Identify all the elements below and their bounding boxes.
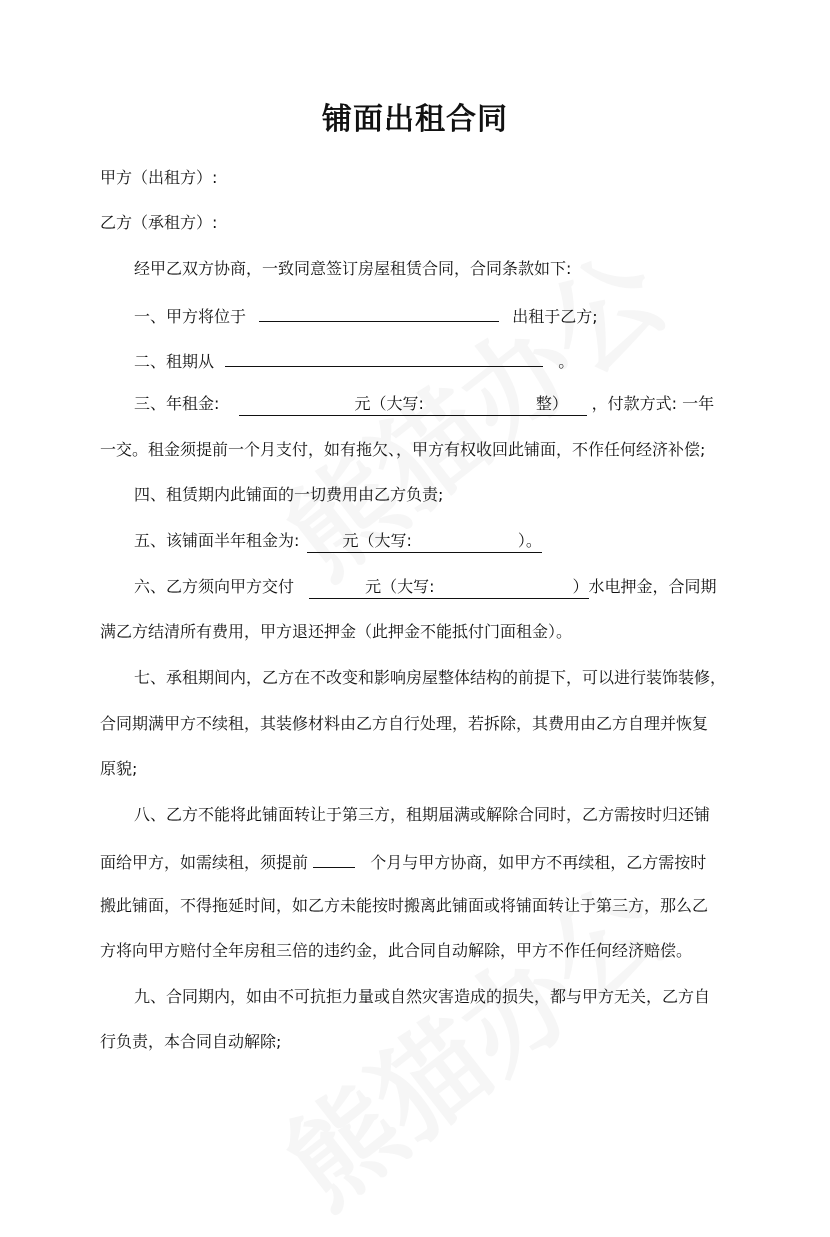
annual-rent-end: 整） — [535, 394, 568, 413]
clause-6-text-2: 满乙方结清所有费用，甲方退还押金（此押金不能抵付门面租金）。 — [100, 622, 573, 641]
clause-8-text-4: 方将向甲方赔付全年房租三倍的违约金，此合同自动解除，甲方不作任何经济赔偿。 — [100, 941, 693, 960]
clause-4 — [134, 484, 774, 506]
annual-rent-capital-label: 元（大写: — [354, 394, 424, 413]
clause-5 — [134, 530, 774, 553]
renewal-months-blank[interactable] — [313, 849, 355, 868]
party-b-label: 乙方（承租方）: — [100, 213, 218, 232]
clause-4-text: 四、租赁期内此铺面的一切费用由乙方负责; — [134, 485, 444, 504]
half-year-rent-capital-label: 元（大写: — [342, 531, 412, 550]
half-year-rent-end: ）。 — [517, 531, 542, 550]
deposit-field[interactable] — [309, 576, 588, 599]
clause-9-text-1: 九、合同期内，如由不可抗拒力量或自然灾害造成的损失，都与甲方无关，乙方自 — [134, 987, 711, 1006]
party-a-line — [100, 167, 740, 189]
clause-6-text: 六、乙方须向甲方交付 — [134, 577, 295, 596]
clause-3-line-2 — [100, 439, 740, 461]
clause-3-text: 三、年租金: — [134, 394, 220, 413]
party-b-line — [100, 212, 740, 234]
clause-7-text-3: 原貌; — [100, 759, 138, 778]
clause-8-line-2 — [100, 849, 740, 874]
clause-3-text-2: 一交。租金须提前一个月支付，如有拖欠、，甲方有权收回此铺面，不作任何经济补偿; — [100, 440, 706, 459]
clause-2 — [134, 348, 774, 373]
clause-7 — [134, 667, 774, 689]
annual-rent-field[interactable] — [239, 393, 587, 416]
location-blank[interactable] — [259, 303, 499, 322]
clause-3-payment: ，付款方式: 一年 — [591, 394, 715, 413]
clause-7-line-3 — [100, 758, 740, 780]
deposit-end: ） — [572, 577, 589, 596]
clause-2-text: 二、租期从 — [134, 352, 215, 371]
clause-7-line-2 — [100, 713, 740, 735]
clause-8-text-2b: 个月与甲方协商，如甲方不再续租，乙方需按时 — [370, 853, 707, 872]
clause-6-text-end: 水电押金，合同期 — [588, 577, 717, 596]
clause-7-text-2: 合同期满甲方不续租，其装修材料由乙方自行处理，若拆除，其费用由乙方自理并恢复 — [100, 714, 709, 733]
clause-3 — [134, 393, 774, 416]
party-a-label: 甲方（出租方）: — [100, 168, 218, 187]
intro-text: 经甲乙双方协商，一致同意签订房屋租赁合同，合同条款如下: — [134, 259, 572, 278]
clause-8-text-3: 搬此铺面，不得拖延时间，如乙方未能按时搬离此铺面或将铺面转让于第三方，那么乙 — [100, 896, 709, 915]
clause-9-text-2: 行负责，本合同自动解除; — [100, 1032, 282, 1051]
intro-paragraph — [134, 258, 774, 280]
clause-8-text-2a: 面给甲方，如需续租，须提前 — [100, 853, 309, 872]
clause-1 — [134, 303, 774, 328]
clause-5-text: 五、该铺面半年租金为: — [134, 531, 300, 550]
clause-8-line-3 — [100, 895, 740, 917]
clause-6 — [134, 576, 774, 599]
clause-1-text: 一、甲方将位于 — [134, 307, 247, 326]
clause-8-line-4 — [100, 940, 740, 962]
clause-1-text-end: 出租于乙方; — [512, 307, 598, 326]
half-year-rent-field[interactable] — [307, 530, 542, 553]
clause-9 — [134, 986, 774, 1008]
deposit-capital-label: 元（大写: — [365, 577, 435, 596]
clause-8-text-1: 八、乙方不能将此铺面转让于第三方，租期届满或解除合同时，乙方需按时归还铺 — [134, 805, 711, 824]
document-title: 铺面出租合同 — [322, 102, 508, 137]
clause-2-text-end: 。 — [558, 352, 575, 371]
clause-6-line-2 — [100, 621, 740, 643]
clause-8 — [134, 804, 774, 826]
lease-period-blank[interactable] — [225, 348, 543, 367]
clause-9-line-2 — [100, 1031, 740, 1053]
clause-7-text-1: 七、承租期间内，乙方在不改变和影响房屋整体结构的前提下，可以进行装饰装修， — [134, 668, 727, 687]
